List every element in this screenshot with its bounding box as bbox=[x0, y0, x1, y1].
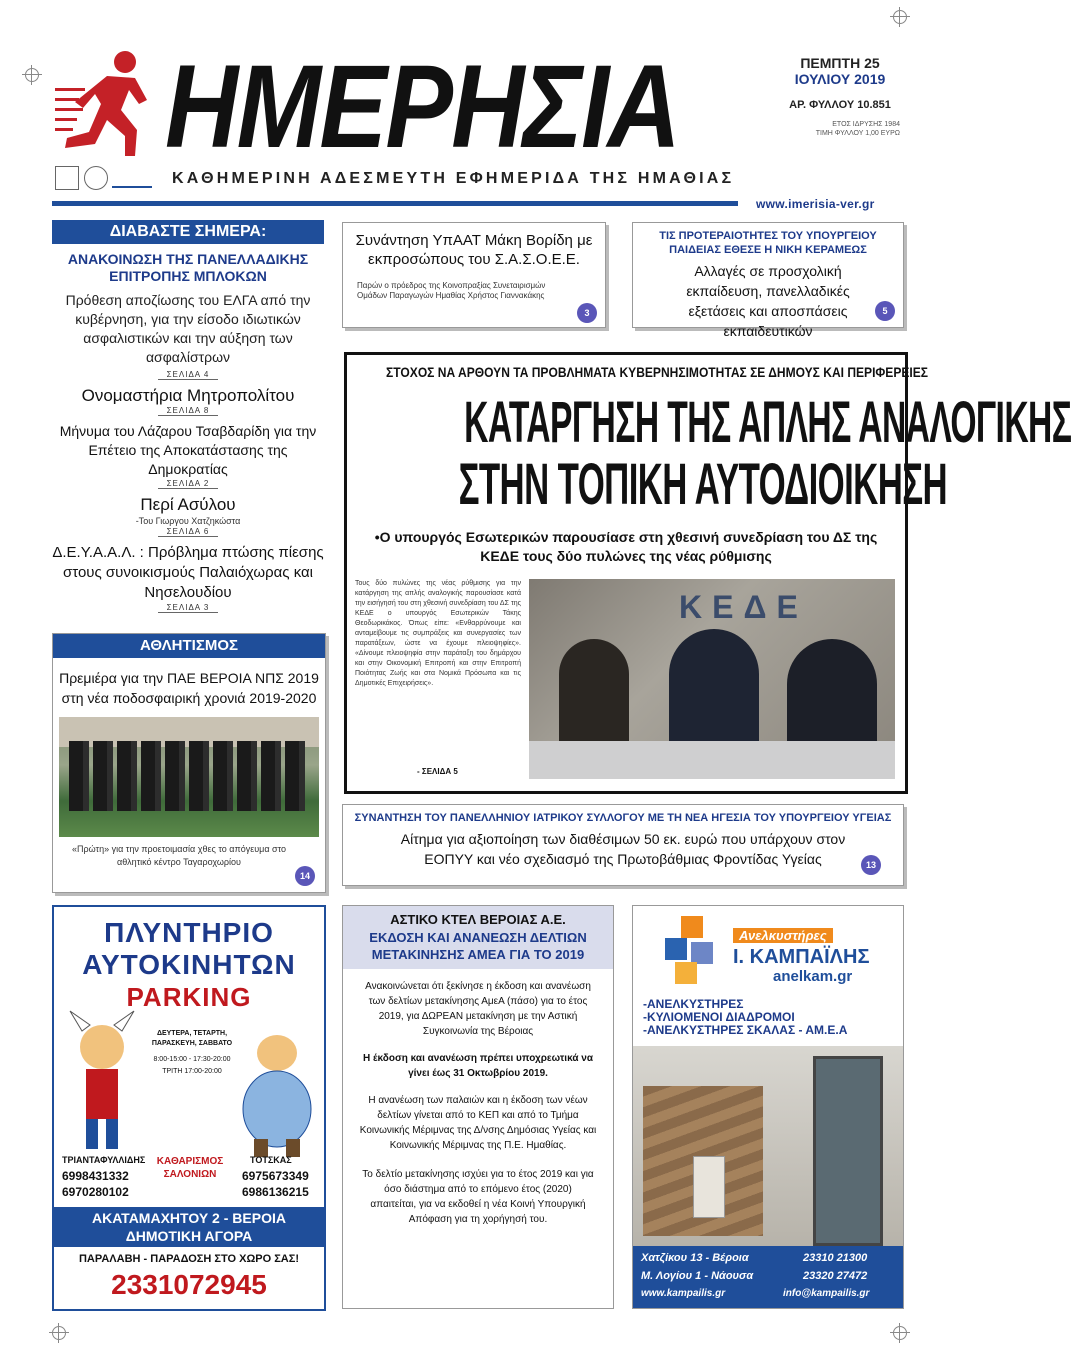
sidebar bbox=[52, 220, 324, 619]
contact-phone[interactable]: 6970280102 bbox=[62, 1185, 129, 1199]
page-reference: ΣΕΛΙΔΑ 8 bbox=[158, 406, 218, 416]
brand-name: Ι. ΚΑΜΠΑΪΛΗΣ bbox=[733, 946, 870, 968]
team-photo bbox=[59, 717, 319, 837]
service-list bbox=[643, 998, 847, 1037]
story-title[interactable]: ΑΝΑΚΟΙΝΩΣΗ ΤΗΣ ΠΑΝΕΛΛΑΔΙΚΗΣ ΕΠΙΤΡΟΠΗΣ ΜΠΛΟΚΩΝ bbox=[67, 251, 309, 284]
carwash-title1: ΠΛΥΝΤΗΡΙΟ bbox=[104, 917, 274, 948]
header-rule bbox=[52, 201, 738, 206]
address: Μ. Λογίου 1 - Νάουσα bbox=[641, 1270, 754, 1282]
teaser-title: Συνάντηση ΥπΑΑΤ Μάκη Βορίδη με εκπροσώπους του Σ.Α.Σ.Ο.Ε.Ε. bbox=[355, 232, 593, 268]
ktel-paragraph: Η έκδοση και ανανέωση πρέπει υποχρεωτικά να γίνει έως 31 Οκτωβρίου 2019. bbox=[363, 1053, 593, 1079]
lead-title-line1: ΚΑΤΑΡΓΗΣΗ ΤΗΣ ΑΠΛΗΣ ΑΝΑΛΟΓΙΚΗΣ bbox=[464, 390, 1071, 455]
page-reference: ΣΕΛΙΔΑ 6 bbox=[158, 527, 218, 537]
service-item: -ΑΝΕΛΚΥΣΤΗΡΕΣ ΣΚΑΛΑΣ - ΑΜ.Ε.Α bbox=[643, 1023, 848, 1037]
story-text[interactable]: Μήνυμα του Λάζαρου Τσαβδαρίδη για την Επέτειο της Αποκατάστασης της Δημοκρατίας bbox=[59, 423, 317, 477]
cartoon-character-icon bbox=[60, 1007, 144, 1157]
carwash-title2: ΑΥΤΟΚΙΝΗΤΩΝ bbox=[82, 949, 296, 980]
page-reference: ΣΕΛΙΔΑ 4 bbox=[158, 370, 218, 380]
page-badge: 14 bbox=[295, 866, 315, 886]
association-logo-icon bbox=[112, 168, 152, 188]
kede-sign: ΚΕΔΕ bbox=[679, 589, 808, 625]
ktel-ad[interactable] bbox=[342, 905, 614, 1309]
sports-heading: ΑΘΛΗΤΙΣΜΟΣ bbox=[53, 634, 325, 658]
carwash-address: ΑΚΑΤΑΜΑΧΗΤΟΥ 2 - ΒΕΡΟΙΑ ΔΗΜΟΤΙΚΗ ΑΓΟΡΑ bbox=[54, 1207, 324, 1247]
badge-icon bbox=[55, 166, 79, 190]
contact-phone[interactable]: 6975673349 bbox=[242, 1169, 309, 1183]
teaser-title: ΣΥΝΑΝΤΗΣΗ ΤΟΥ ΠΑΝΕΛΛΗΝΙΟΥ ΙΑΤΡΙΚΟΥ ΣΥΛΛΟΓΟΥ ΜΕ ΤΗ ΝΕΑ ΗΓΕΣΙΑ ΤΟΥ ΥΠΟΥΡΓΕΙΟΥ ΥΓΕΙΑΣ bbox=[354, 812, 892, 824]
sports-box bbox=[52, 633, 326, 893]
lead-story[interactable] bbox=[344, 352, 1071, 794]
lead-body: Τους δύο πυλώνες της νέας ρύθμισης για την κατάργηση της απλής αναλογικής παρουσίασε κατά την εισήγησή του στη χθεσινή συνεδρίαση του ΔΣ της ΚΕΔΕ ο υπουργός Εσωτερικών Τάκης Θεοδωρικάκος. Όπως είπε: «Ενθαρρύνουμε και ανταμείβουμε τις συμπράξεις και συνεργασίες των παρατάξεων, ώστε να έχουμε πλειοψηφίες». «Δίνουμε πλειοψηφία στην παράταξη του δημάρχου και στην Οικονομική Επιτροπή και στην Επιτροπή Ποιότητας Ζωής και στα Νομικά Πρόσωπα και τις Δημοτικές Επιχειρήσεις». bbox=[355, 580, 521, 687]
contact-name: ΤΟΤΣΚΑΣ bbox=[250, 1155, 292, 1165]
sports-title[interactable]: Πρεμιέρα για την ΠΑΕ ΒΕΡΟΙΑ ΝΠΣ 2019 στη νέα ποδοσφαιρική χρονιά 2019-2020 bbox=[59, 670, 319, 706]
stairlift-photo bbox=[633, 1046, 903, 1246]
contact-bar bbox=[633, 1246, 903, 1308]
sidebar-heading: ΔΙΑΒΑΣΤΕ ΣΗΜΕΡΑ: bbox=[52, 220, 324, 244]
website-link[interactable]: www.imerisia-ver.gr bbox=[756, 197, 875, 211]
cubes-logo-icon bbox=[661, 916, 725, 986]
issue-month: ΙΟΥΛΙΟΥ 2019 bbox=[794, 71, 886, 87]
registration-mark bbox=[52, 1326, 66, 1340]
teaser-medical[interactable] bbox=[342, 804, 904, 886]
ktel-title2: ΕΚΔΟΣΗ ΚΑΙ ΑΝΑΝΕΩΣΗ ΔΕΛΤΙΩΝ ΜΕΤΑΚΙΝΗΣΗΣ ΑΜΕΑ ΓΙΑ ΤΟ 2019 bbox=[369, 930, 587, 962]
page-reference: ΣΕΛΙΔΑ 2 bbox=[158, 479, 218, 489]
lead-subtitle: •Ο υπουργός Εσωτερικών παρουσίασε στη χθεσινή συνεδρίαση του ΔΣ της ΚΕΔΕ τους δύο πυλώνες της νέας ρύθμισης bbox=[374, 529, 878, 564]
teaser-kerameos[interactable] bbox=[632, 222, 904, 339]
carwash-hours1: ΔΕΥΤΕΡΑ, ΤΕΤΑΡΤΗ, ΠΑΡΑΣΚΕΥΗ, ΣΑΒΒΑΤΟ bbox=[151, 1030, 233, 1047]
carwash-main-phone[interactable]: 2331072945 bbox=[111, 1269, 267, 1300]
ktel-paragraph: Η ανανέωση των παλαιών και η έκδοση των νέων δελτίων γίνεται από το ΚΕΠ και από το Τμήμα Κοινωνικής Μέριμνας της Δ/νσης Δημόσιας Υγείας και Κοινωνικής Μέριμνας της Π.Ε. Ημαθίας. bbox=[359, 1095, 597, 1151]
page-badge: 3 bbox=[577, 303, 597, 323]
registration-mark bbox=[893, 1326, 907, 1340]
phone[interactable]: 23310 21300 bbox=[803, 1252, 868, 1264]
contact-phone[interactable]: 6998431332 bbox=[62, 1169, 129, 1183]
carwash-ad[interactable] bbox=[52, 905, 326, 1311]
teaser-text: Αίτημα για αξιοποίηση των διαθέσιμων 50 εκ. ευρώ που υπάρχουν στον ΕΟΠΥΥ και νέο σχεδιασμό της Πρωτοβάθμιας Φροντίδας Υγείας bbox=[400, 831, 846, 867]
lead-title-line2: ΣΤΗΝ ΤΟΠΙΚΗ ΑΥΤΟΔΙΟΙΚΗΣΗ bbox=[458, 452, 948, 517]
website[interactable]: www.kampailis.gr bbox=[641, 1288, 726, 1299]
service-item: -ΚΥΛΙΟΜΕΝΟΙ ΔΙΑΔΡΟΜΟΙ bbox=[643, 1010, 795, 1024]
email[interactable]: info@kampailis.gr bbox=[783, 1288, 870, 1299]
teaser-title: ΤΙΣ ΠΡΟΤΕΡΑΙΟΤΗΤΕΣ ΤΟΥ ΥΠΟΥΡΓΕΙΟΥ ΠΑΙΔΕΙΑΣ ΕΘΕΣΕ Η ΝΙΚΗ ΚΕΡΑΜΕΩΣ bbox=[659, 230, 877, 256]
registration-mark bbox=[893, 10, 907, 24]
brand-top: Ανελκυστήρες bbox=[733, 928, 833, 943]
lead-page-ref: - ΣΕΛΙΔΑ 5 bbox=[417, 767, 458, 776]
carwash-title3: PARKING bbox=[126, 982, 252, 1012]
cartoon-character-icon bbox=[234, 1019, 320, 1159]
story-text[interactable]: Δ.Ε.Υ.Α.Α.Λ. : Πρόβλημα πτώσης πίεσης στους συνοικισμούς Παλαιόχωρας και Νησελουδίου bbox=[52, 544, 324, 601]
page-reference: ΣΕΛΙΔΑ 3 bbox=[158, 603, 218, 613]
registration-mark bbox=[25, 68, 39, 82]
contact-name: ΤΡΙΑΝΤΑΦΥΛΛΙΔΗΣ bbox=[62, 1155, 146, 1165]
issue-number: ΑΡ. ΦΥΛΛΟΥ 10.851 bbox=[789, 99, 891, 111]
sports-caption: «Πρώτη» για την προετοιμασία χθες το απόγευμα στο αθλητικό κέντρο Ταγαροχωρίου bbox=[71, 844, 287, 867]
teaser-text: Αλλαγές σε προσχολική εκπαίδευση, πανελλαδικές εξετάσεις και αποσπάσεις εκπαιδευτικών bbox=[686, 263, 850, 339]
phone[interactable]: 23320 27472 bbox=[803, 1270, 868, 1282]
carwash-hours2: 8:00-15:00 - 17:30-20:00 bbox=[153, 1056, 231, 1063]
kampailis-ad[interactable] bbox=[632, 905, 904, 1309]
tagline: ΚΑΘΗΜΕΡΙΝΗ ΑΔΕΣΜΕΥΤΗ ΕΦΗΜΕΡΙΔΑ ΤΗΣ ΗΜΑΘΙΑΣ bbox=[172, 170, 735, 187]
ktel-paragraph: Ανακοινώνεται ότι ξεκίνησε η έκδοση και ανανέωση των δελτίων μετακίνησης ΑμεΑ (πάσο) για το έτος 2019, για ΔΩΡΕΑΝ μετακίνηση με την Αστική Συγκοινωνία της Βέροιας bbox=[365, 981, 591, 1037]
teaser-voridis[interactable] bbox=[342, 222, 606, 328]
story-author: -Του Γιωργου Χατζηκώστα bbox=[135, 516, 241, 526]
story-text[interactable]: Ονομαστήρια Μητροπολίτου bbox=[81, 386, 295, 405]
page-badge: 13 bbox=[861, 855, 881, 875]
date-box bbox=[780, 55, 900, 137]
seal-icon bbox=[84, 166, 108, 190]
price: ΤΙΜΗ ΦΥΛΛΟΥ 1,00 ΕΥΡΩ bbox=[815, 130, 900, 137]
lead-kicker: ΣΤΟΧΟΣ ΝΑ ΑΡΘΟΥΝ ΤΑ ΠΡΟΒΛΗΜΑΤΑ ΚΥΒΕΡΝΗΣΙΜΟΤΗΤΑΣ ΣΕ ΔΗΜΟΥΣ ΚΑΙ ΠΕΡΙΦΕΡΕΙΕΣ bbox=[386, 364, 929, 380]
teaser-text: Παρών ο πρόεδρος της Κοινοπραξίας Συνεταιρισμών Ομάδων Παραγωγών Ημαθίας Χρήστος Γιαννακάκης bbox=[357, 281, 546, 300]
runner-logo bbox=[55, 48, 160, 163]
issue-day: ΠΕΜΠΤΗ 25 bbox=[800, 55, 880, 71]
masthead: ΗΜΕΡΗΣΙΑ bbox=[165, 41, 680, 173]
founded-year: ΕΤΟΣ ΙΔΡΥΣΗΣ 1984 bbox=[832, 121, 900, 128]
address: Χατζίκου 13 - Βέροια bbox=[641, 1252, 749, 1264]
ktel-paragraph: Το δελτίο μετακίνησης ισχύει για το έτος 2019 και για όσο διάστημα από το επόμενο έτος (2020) απαιτείται, για να εκδοθεί η νέα Κοινή Υπουργική Απόφαση για τη χορήγησή του. bbox=[362, 1169, 594, 1225]
service-item: -ΑΝΕΛΚΥΣΤΗΡΕΣ bbox=[643, 997, 744, 1011]
carwash-pickup: ΠΑΡΑΛΑΒΗ - ΠΑΡΑΔΟΣΗ ΣΤΟ ΧΩΡΟ ΣΑΣ! bbox=[78, 1253, 300, 1265]
story-text[interactable]: Περί Ασύλου bbox=[140, 495, 236, 514]
page-badge: 5 bbox=[875, 301, 895, 321]
brand-web[interactable]: anelkam.gr bbox=[773, 968, 853, 985]
ktel-header bbox=[343, 906, 613, 969]
contact-phone[interactable]: 6986136215 bbox=[242, 1185, 309, 1199]
carwash-service: ΚΑΘΑΡΙΣΜΟΣ ΣΑΛΟΝΙΩΝ bbox=[156, 1156, 224, 1180]
carwash-hours3: ΤΡΙΤΗ 17:00-20:00 bbox=[162, 1068, 222, 1075]
lead-photo bbox=[529, 579, 895, 779]
ktel-title1: ΑΣΤΙΚΟ ΚΤΕΛ ΒΕΡΟΙΑΣ Α.Ε. bbox=[390, 912, 566, 927]
story-text[interactable]: Πρόθεση αποζίωσης του ΕΛΓΑ από την κυβέρνηση, για την είσοδο ιδιωτικών ασφαλιστικών και την αύξηση των ασφαλίστρων bbox=[65, 292, 311, 365]
